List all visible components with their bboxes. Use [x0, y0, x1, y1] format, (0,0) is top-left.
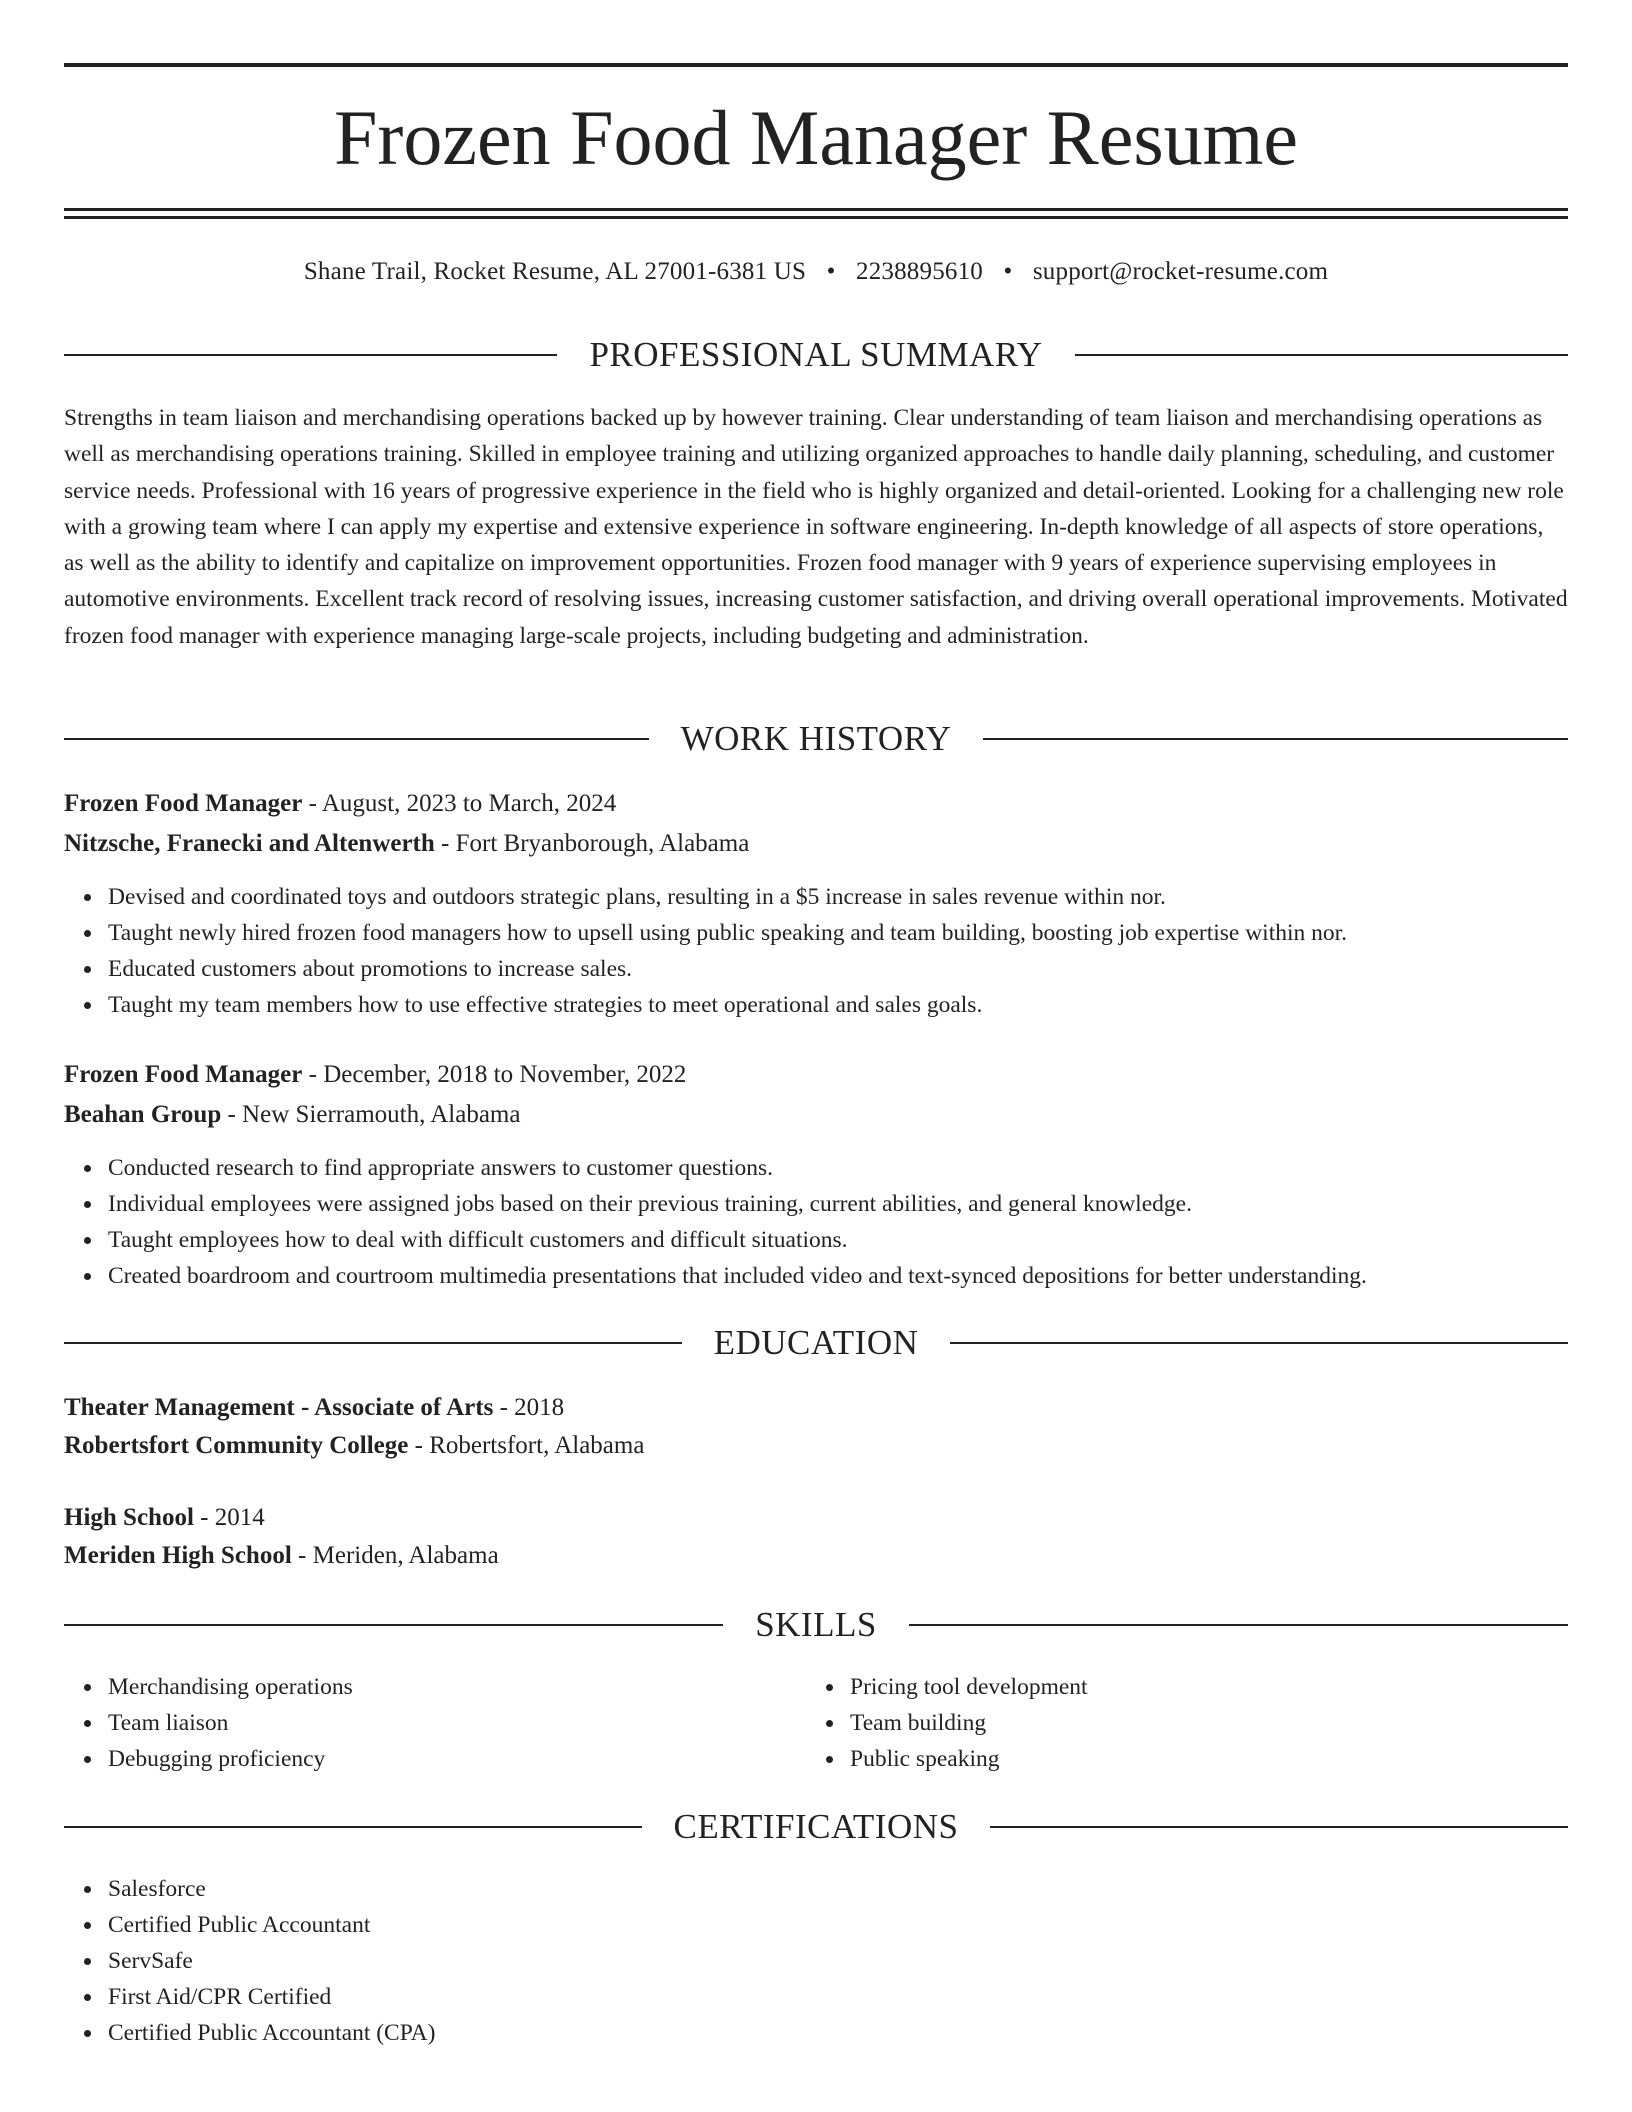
skill-item: Pricing tool development [850, 1669, 1550, 1705]
skill-item: Team building [850, 1705, 1550, 1741]
job-dates: - August, 2023 to March, 2024 [302, 790, 617, 817]
education-year: - 2014 [193, 1504, 265, 1531]
section-header-work [64, 719, 1568, 759]
header-top-rule [64, 63, 1568, 67]
education-degree-line [64, 1390, 1568, 1426]
job-bullets [64, 1150, 1612, 1294]
education-degree-line [64, 1500, 1568, 1536]
list-item: Individual employees were assigned jobs based on their previous training, current abilities, and general knowledge. [108, 1186, 1612, 1222]
job-company: Nitzsche, Franecki and Altenwerth [64, 830, 435, 857]
education-school-line [64, 1538, 1568, 1574]
section-header-certifications [64, 1807, 1568, 1847]
certification-item: Salesforce [108, 1871, 1612, 1907]
skills-list-left [64, 1669, 808, 1777]
skill-item: Debugging proficiency [108, 1741, 808, 1777]
certification-item: Certified Public Accountant [108, 1907, 1612, 1943]
section-header-skills [64, 1605, 1568, 1645]
section-title: EDUCATION [713, 1323, 919, 1362]
job-title-line [64, 786, 1568, 822]
certifications-list [64, 1871, 1612, 2051]
contact-separator: • [826, 258, 836, 285]
certification-item: First Aid/CPR Certified [108, 1979, 1612, 2015]
contact-address: Shane Trail, Rocket Resume, AL 27001-6381 US [303, 258, 807, 285]
divider [950, 1342, 1568, 1344]
list-item: Devised and coordinated toys and outdoors strategic plans, resulting in a $5 increase in sales revenue within nor. [108, 879, 1612, 915]
list-item: Created boardroom and courtroom multimedia presentations that included video and text-synced depositions for better understanding. [108, 1258, 1612, 1294]
education-school: Robertsfort Community College [64, 1432, 409, 1459]
divider [64, 1826, 642, 1828]
contact-separator: • [1003, 258, 1013, 285]
section-header-summary [64, 335, 1568, 375]
contact-phone: 2238895610 [856, 258, 983, 285]
education-location: - Meriden, Alabama [291, 1542, 499, 1569]
resume-title: Frozen Food Manager Resume [334, 94, 1298, 181]
certification-item: Certified Public Accountant (CPA) [108, 2015, 1612, 2051]
list-item: Taught newly hired frozen food managers how to upsell using public speaking and team building, boosting job expertise within nor. [108, 915, 1612, 951]
divider [1075, 354, 1568, 356]
job-dates: - December, 2018 to November, 2022 [302, 1061, 687, 1088]
section-title: PROFESSIONAL SUMMARY [589, 335, 1043, 374]
summary-text: Strengths in team liaison and merchandising operations backed up by however training. Clear understanding of team liaison and merchandising operations as well as merchandising operations training. Skilled in employee training and utilizing organized approaches to handle daily planning, scheduling, and customer service needs. Professional with 16 years of progressive experience in the field who is highly organized and detail-oriented. Looking for a challenging new role with a growing team where I can apply my expertise and extensive experience in software engineering. In-depth knowledge of all aspects of store operations, as well as the ability to identify and capitalize on improvement opportunities. Frozen food manager with 9 years of experience supervising employees in automotive environments. Excellent track record of resolving issues, increasing customer satisfaction, and driving overall operational improvements. Motivated frozen food manager with experience managing large-scale projects, including budgeting and administration. [64, 405, 1568, 649]
contact-email: support@rocket-resume.com [1032, 258, 1329, 285]
job-location: - Fort Bryanborough, Alabama [434, 830, 750, 857]
section-header-education [64, 1323, 1568, 1363]
divider [990, 1826, 1568, 1828]
education-school: Meriden High School [64, 1542, 292, 1569]
section-title: CERTIFICATIONS [673, 1807, 959, 1846]
education-degree: Theater Management - Associate of Arts [64, 1394, 494, 1421]
list-item: Taught employees how to deal with difficult customers and difficult situations. [108, 1222, 1612, 1258]
job-title: Frozen Food Manager [64, 790, 303, 817]
skill-item: Merchandising operations [108, 1669, 808, 1705]
skill-item: Public speaking [850, 1741, 1550, 1777]
job-location: - New Sierramouth, Alabama [221, 1101, 521, 1128]
divider [909, 1624, 1568, 1626]
education-school-line [64, 1428, 1568, 1464]
divider [64, 1624, 723, 1626]
header-bottom-rule [64, 208, 1568, 211]
certification-item: ServSafe [108, 1943, 1612, 1979]
list-item: Conducted research to find appropriate answers to customer questions. [108, 1150, 1612, 1186]
skills-list-right [806, 1669, 1550, 1777]
divider [983, 738, 1568, 740]
job-bullets [64, 879, 1612, 1023]
section-title: SKILLS [755, 1605, 877, 1644]
divider [64, 1342, 682, 1344]
contact-info [64, 254, 1568, 290]
job-company-line [64, 1097, 1568, 1133]
job-company: Beahan Group [64, 1101, 222, 1128]
job-title-line [64, 1057, 1568, 1093]
section-title: WORK HISTORY [680, 719, 952, 758]
job-company-line [64, 826, 1568, 862]
education-degree: High School [64, 1504, 194, 1531]
list-item: Taught my team members how to use effective strategies to meet operational and sales goals. [108, 987, 1612, 1023]
education-location: - Robertsfort, Alabama [408, 1432, 645, 1459]
skill-item: Team liaison [108, 1705, 808, 1741]
list-item: Educated customers about promotions to increase sales. [108, 951, 1612, 987]
header-bottom-rule-2 [64, 216, 1568, 219]
education-year: - 2018 [493, 1394, 565, 1421]
divider [64, 354, 557, 356]
job-title: Frozen Food Manager [64, 1061, 303, 1088]
divider [64, 738, 649, 740]
